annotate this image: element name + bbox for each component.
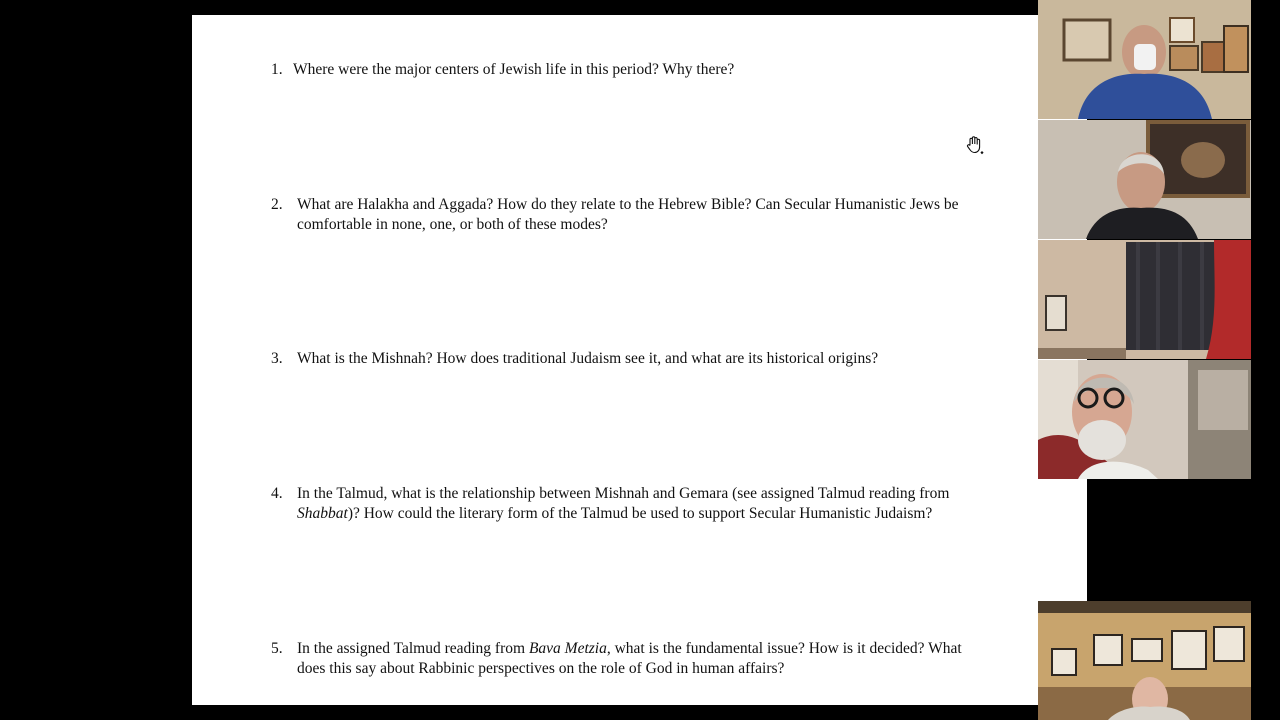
question-text: In the assigned Talmud reading from Bava Metzia, what is the fundamental issue? How is it decided? What does this say about Rabbinic perspectives on the role of God in human affairs? bbox=[297, 640, 962, 677]
question-number: 3. bbox=[271, 350, 283, 367]
question-text: What is the Mishnah? How does traditional Judaism see it, and what are its historical origins? bbox=[297, 350, 879, 367]
question-3 bbox=[271, 349, 986, 369]
hand-grab-cursor-icon bbox=[964, 134, 986, 156]
question-text: In the Talmud, what is the relationship between Mishnah and Gemara (see assigned Talmud reading from Shabbat)? How could the literary form of the Talmud be used to support Secular Humanistic Judaism? bbox=[297, 485, 950, 522]
participant-video-3[interactable] bbox=[1038, 240, 1251, 359]
question-text: Where were the major centers of Jewish life in this period? Why there? bbox=[293, 61, 735, 78]
question-5 bbox=[271, 639, 986, 678]
question-number: 2. bbox=[271, 196, 283, 213]
participant-video-5[interactable] bbox=[1038, 601, 1251, 720]
question-text: What are Halakha and Aggada? How do they relate to the Hebrew Bible? Can Secular Humanistic Jews be comfortable in none, one, or both of these modes? bbox=[297, 196, 959, 233]
question-1 bbox=[271, 60, 986, 80]
question-2 bbox=[271, 195, 986, 234]
question-number: 4. bbox=[271, 485, 283, 502]
question-4 bbox=[271, 484, 986, 523]
question-number: 1. bbox=[271, 61, 283, 78]
participant-video-4[interactable] bbox=[1038, 360, 1251, 479]
participant-video-1[interactable] bbox=[1038, 0, 1251, 119]
question-number: 5. bbox=[271, 640, 283, 657]
participant-video-2[interactable] bbox=[1038, 120, 1251, 239]
shared-document bbox=[192, 15, 1087, 705]
